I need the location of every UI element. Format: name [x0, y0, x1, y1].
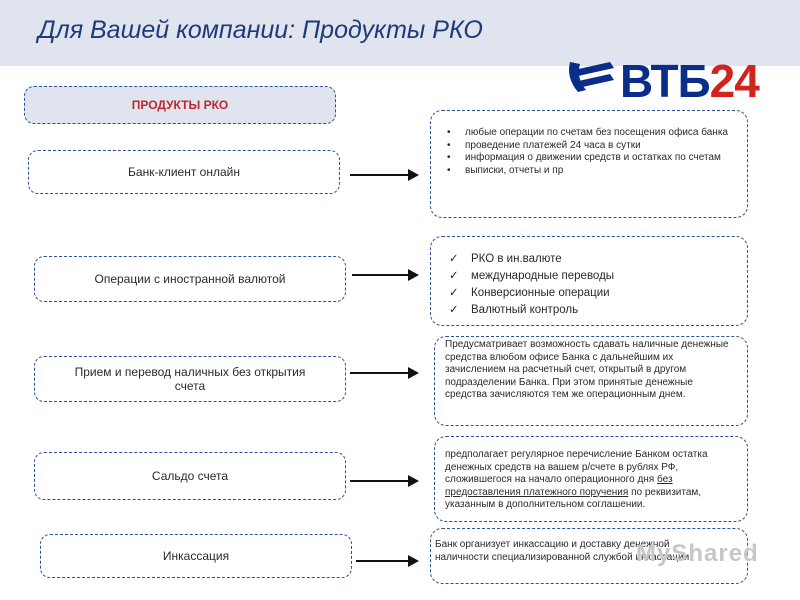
product-label: Прием и перевод наличных без открытия счета — [74, 365, 306, 393]
checkmark-icon: ✓ — [449, 287, 459, 299]
checkmark-icon: ✓ — [449, 304, 459, 316]
detail-text: предполагает регулярное перечисление Банком остатка денежных средств на вашем р/счете в рублях РФ, сложившегося на начало операционного дня без предоставления платежного поручения по реквизитам, указанным в дополнительном соглашении. — [445, 449, 708, 510]
detail-link[interactable]: без предоставления платежного поручения — [445, 474, 673, 498]
detail-account-balance — [434, 436, 748, 522]
product-label: Банк-клиент онлайн — [128, 165, 240, 179]
bullet-item: • выписки, отчеты и пр — [443, 165, 735, 178]
detail-check-list — [441, 251, 737, 319]
check-item: ✓ Валютный контроль — [441, 302, 737, 319]
product-label: Инкассация — [162, 549, 230, 563]
arrow-right-icon — [350, 174, 416, 176]
detail-fx-operations — [430, 236, 748, 326]
detail-text: Банк организует инкассацию и доставку денежной наличности специализированной службой инкассации — [435, 539, 690, 563]
arrow-right-icon — [350, 372, 416, 374]
logo-vtb: ВТБ — [620, 55, 710, 107]
product-label: Операции с иностранной валютой — [94, 272, 286, 286]
arrow-right-icon — [352, 274, 416, 276]
check-item: ✓ международные переводы — [441, 268, 737, 285]
logo-24: 24 — [709, 55, 759, 107]
logo-wordmark — [620, 56, 759, 106]
arrow-right-icon — [350, 480, 416, 482]
page-title: Для Вашей компании: Продукты РКО — [38, 16, 483, 44]
products-header: ПРОДУКТЫ РКО — [24, 86, 336, 124]
checkmark-icon: ✓ — [449, 270, 459, 282]
detail-cash-transfer — [434, 336, 748, 426]
product-bank-client[interactable] — [28, 150, 340, 194]
bullet-item: • проведение платежей 24 часа в сутки — [443, 140, 735, 153]
product-collection[interactable] — [40, 534, 352, 578]
check-item: ✓ Конверсионные операции — [441, 285, 737, 302]
arrow-right-icon — [356, 560, 416, 562]
detail-bank-client — [430, 110, 748, 218]
checkmark-icon: ✓ — [449, 253, 459, 265]
watermark: MyShared — [636, 540, 759, 567]
product-account-balance[interactable] — [34, 452, 346, 500]
check-item: ✓ РКО в ин.валюте — [441, 251, 737, 268]
detail-bullet-list — [443, 127, 735, 177]
product-label: Сальдо счета — [151, 469, 229, 483]
product-cash-transfer[interactable] — [34, 356, 346, 402]
product-fx-operations[interactable] — [34, 256, 346, 302]
detail-text: Предусматривает возможность сдавать наличные денежные средства влюбом офисе Банка с дальнейшим их зачислением на расчетный счет, открытый в другом подразделении Банка. При этом принятые денежные средства зачисляются тем же операционным днем. — [445, 339, 729, 400]
bullet-item: • информация о движении средств и остатках по счетам — [443, 152, 735, 165]
bullet-item: • любые операции по счетам без посещения офиса банка — [443, 127, 735, 140]
